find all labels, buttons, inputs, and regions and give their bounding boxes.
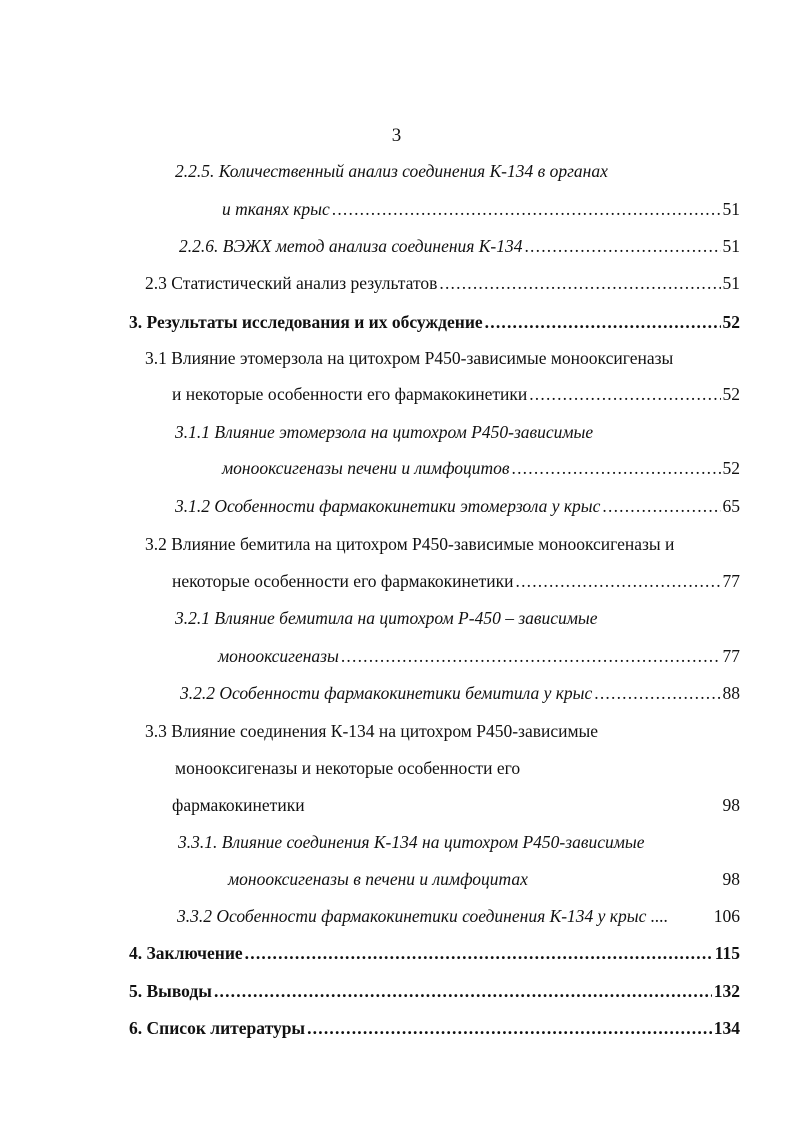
dot-leader (602, 493, 720, 519)
toc-page-number: 52 (722, 312, 740, 332)
page-number: 3 (391, 125, 402, 146)
toc-entry-3-3-1-line2[interactable] (228, 866, 740, 892)
toc-entry-text: монооксигеназы (218, 646, 339, 666)
toc-page-number: 52 (722, 458, 740, 478)
toc-entry-6[interactable] (129, 1015, 740, 1041)
toc-page-number: 98 (722, 869, 740, 889)
toc-entry-3-2-line1[interactable] (145, 531, 740, 557)
toc-entry-text: 3.2.1 Влияние бемитила на цитохром Р-450 – зависимые (175, 608, 598, 628)
toc-entry-3-1-line1[interactable] (145, 345, 740, 371)
toc-entry-text: 2.3 Статистический анализ результатов (145, 273, 438, 293)
toc-entry-text: и некоторые особенности его фармакокинетики (172, 384, 528, 404)
toc-entry-3-1-1-line2[interactable] (222, 455, 740, 481)
toc-entry-text: 3.2 Влияние бемитила на цитохром Р450-зависимые монооксигеназы и (145, 534, 675, 554)
toc-entry-3-3-2[interactable] (177, 903, 740, 929)
dot-leader (485, 309, 721, 335)
toc-entry-3-2-1-line2[interactable] (218, 643, 740, 669)
toc-entry-3-3-line3[interactable] (172, 792, 740, 818)
toc-entry-text: 3.3.2 Особенности фармакокинетики соединения К-134 у крыс .... (177, 906, 669, 926)
toc-page-number: 115 (714, 943, 740, 963)
dot-leader (529, 381, 720, 407)
toc-entry-text: 6. Список литературы (129, 1018, 306, 1038)
toc-entry-text: фармакокинетики (172, 795, 305, 815)
dot-leader (512, 455, 721, 481)
toc-entry-text: 3.1.1 Влияние этомерзола на цитохром Р450-зависимые (175, 422, 594, 442)
toc-entry-text: монооксигеназы в печени и лимфоцитах (228, 869, 528, 889)
toc-page-number: 52 (722, 384, 740, 404)
dot-leader (439, 270, 720, 296)
toc-entry-text: некоторые особенности его фармакокинетики (172, 571, 514, 591)
dot-leader (524, 233, 720, 259)
toc-entry-text: 3.3.1. Влияние соединения К-134 на цитохром Р450-зависимые (178, 832, 645, 852)
toc-entry-text: 2.2.5. Количественный анализ соединения К-134 в органах (175, 161, 608, 181)
dot-leader (516, 568, 721, 594)
toc-entry-text: монооксигеназы печени и лимфоцитов (222, 458, 510, 478)
toc-page-number: 98 (722, 795, 740, 815)
toc-page-number: 132 (713, 981, 740, 1001)
dot-leader (332, 196, 721, 222)
toc-page-number: 88 (722, 683, 740, 703)
toc-page-number: 106 (713, 906, 740, 926)
dot-leader (594, 680, 720, 706)
toc-entry-2-2-5-line2[interactable] (222, 196, 740, 222)
toc-entry-3-1-2[interactable] (175, 493, 740, 519)
toc-entry-4[interactable] (129, 940, 740, 966)
dot-leader (307, 1015, 712, 1041)
toc-entry-2-2-5-line1[interactable] (175, 158, 740, 184)
toc-entry-text: монооксигеназы и некоторые особенности его (175, 758, 521, 778)
toc-entry-2-2-6[interactable] (179, 233, 740, 259)
toc-page-number: 134 (713, 1018, 740, 1038)
toc-entry-text: 4. Заключение (129, 943, 243, 963)
toc-entry-text: 5. Выводы (129, 981, 212, 1001)
toc-page-number: 65 (722, 496, 740, 516)
toc-entry-3-2-line2[interactable] (172, 568, 740, 594)
toc-entry-3-3-1-line1[interactable] (178, 829, 740, 855)
toc-page-number: 77 (722, 646, 740, 666)
toc-entry-3-3-line1[interactable] (145, 718, 740, 744)
toc-entry-3-1-1-line1[interactable] (175, 419, 740, 445)
toc-entry-text: 2.2.6. ВЭЖХ метод анализа соединения К-134 (179, 236, 523, 256)
toc-entry-3-2-2[interactable] (180, 680, 740, 706)
toc-page-number: 51 (722, 199, 740, 219)
dot-leader (214, 978, 712, 1004)
toc-page-number: 51 (722, 236, 740, 256)
toc-entry-text: 3.3 Влияние соединения К-134 на цитохром Р450-зависимые (145, 721, 599, 741)
toc-entry-2-3[interactable] (145, 270, 740, 296)
toc-page-number: 77 (722, 571, 740, 591)
toc-entry-3-2-1-line1[interactable] (175, 605, 740, 631)
toc-entry-text: 3. Результаты исследования и их обсуждение (129, 312, 483, 332)
dot-leader (341, 643, 721, 669)
toc-entry-text: и тканях крыс (222, 199, 330, 219)
toc-entry-text: 3.1.2 Особенности фармакокинетики этомерзола у крыс (175, 496, 601, 516)
toc-entry-3[interactable] (129, 309, 740, 335)
toc-entry-3-3-line2[interactable] (175, 755, 740, 781)
toc-entry-3-1-line2[interactable] (172, 381, 740, 407)
toc-entry-5[interactable] (129, 978, 740, 1004)
toc-entry-text: 3.2.2 Особенности фармакокинетики бемитила у крыс (180, 683, 593, 703)
toc-entry-text: 3.1 Влияние этомерзола на цитохром Р450-зависимые монооксигеназы (145, 348, 674, 368)
dot-leader (245, 940, 713, 966)
toc-page-number: 51 (722, 273, 740, 293)
